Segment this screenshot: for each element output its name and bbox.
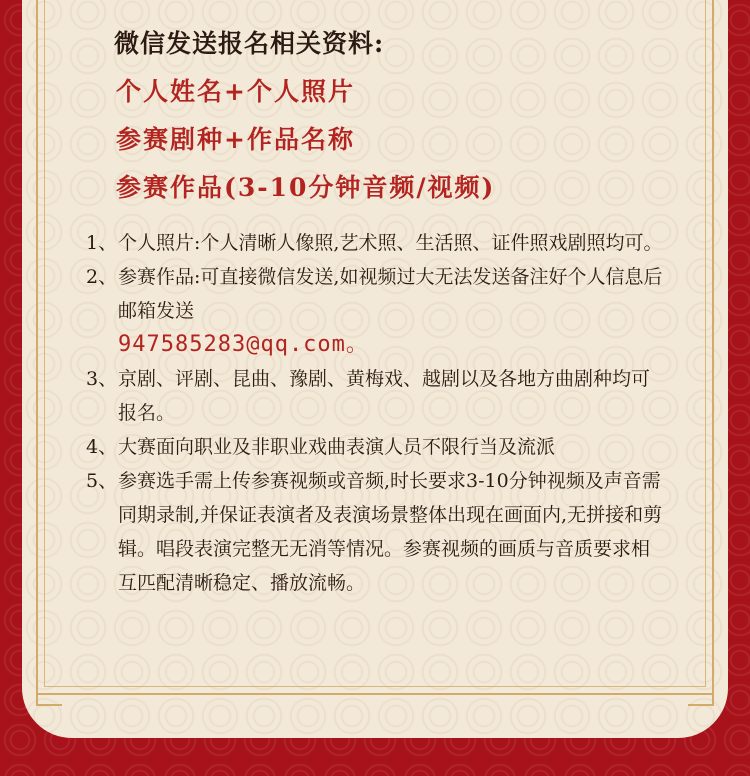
note-text: 参赛选手需上传参赛视频或音频,时长要求3-10分钟视频及声音需同期录制,并保证表演者及表演场景整体出现在画面内,无拼接和剪辑。唱段表演完整无无消等情况。参赛视频的画质与音质要求相互匹配清晰稳定、播放流畅。 [118, 470, 663, 594]
note-text-block [118, 260, 666, 362]
note-number: 4、 [86, 436, 118, 458]
requirement-item: 参赛作品(3-10分钟音频/视频) [116, 173, 496, 202]
note-text: 个人照片:个人清晰人像照,艺术照、生活照、证件照戏剧照均可。 [118, 232, 663, 254]
note-item [86, 226, 666, 260]
note-item [86, 430, 666, 464]
requirement-item: 个人姓名+个人照片 [116, 77, 355, 106]
note-text: 参赛作品:可直接微信发送,如视频过大无法发送备注好个人信息后邮箱发送 [118, 266, 663, 322]
frame-corner-ornament [688, 680, 714, 706]
note-number: 5、 [86, 470, 118, 492]
note-item [86, 260, 666, 362]
requirement-item: 参赛剧种+作品名称 [116, 125, 355, 154]
note-number: 2、 [86, 266, 118, 288]
section-heading: 微信发送报名相关资料: [114, 29, 385, 58]
note-text: 京剧、评剧、昆曲、豫剧、黄梅戏、越剧以及各地方曲剧种均可报名。 [118, 368, 651, 424]
note-item [86, 464, 666, 600]
notes-list [86, 226, 666, 600]
frame-corner-ornament [36, 680, 62, 706]
email-link[interactable]: 947585283@qq.com。 [118, 332, 369, 357]
note-number: 3、 [86, 368, 118, 390]
note-text: 大赛面向职业及非职业戏曲表演人员不限行当及流派 [118, 436, 556, 458]
note-item [86, 362, 666, 430]
note-number: 1、 [86, 232, 118, 254]
